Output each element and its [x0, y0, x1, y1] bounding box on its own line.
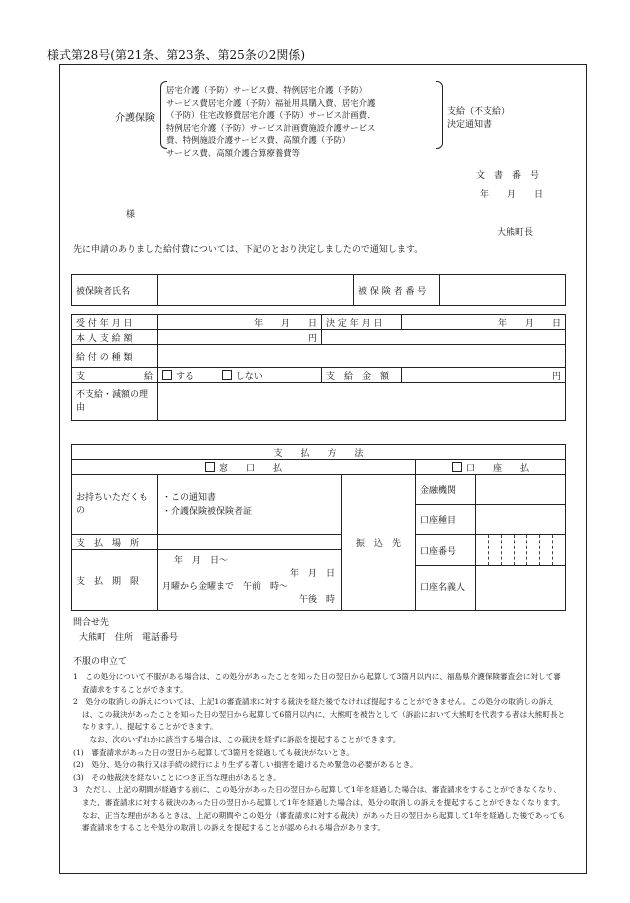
intro-text: 先に申請のありました給付費については、下記のとおり決定しましたので通知します。 [73, 245, 424, 255]
appeal-paragraph-3: 3 ただし、上記の期間が経過する前に、この処分があった日の翌日から起算して1年を経過した場合は、審査請求をすることができなくなり、また、審査請求に対する裁決のあった日の翌日から起算して1年を経過した場合は、処分の取消しの訴えを提起することができなくなります。なお、正当な理由があるときは、上記の期間やこの処分（審査請求に対する裁決）があった日の翌日から起算して1年を経過した後であっても審査請求をすることや処分の取消しの訴えを提起することが認められる場合があります。 [73, 785, 566, 833]
document-number: 文 書 番 号 [476, 171, 540, 181]
self-pay-field[interactable]: 円 [158, 330, 322, 345]
pay-yes-checkbox[interactable] [162, 370, 172, 380]
window-checkbox[interactable] [205, 462, 215, 472]
payment-method-heading: 支 払 方 法 [72, 445, 566, 460]
window-payment-option: 窓 口 払 [72, 460, 416, 475]
transfer-checkbox[interactable] [452, 462, 462, 472]
appeal-item-2: (2) 処分、処分の執行又は手続の続行により生ずる著しい損害を避けるため緊急の必要があるとき。 [73, 760, 418, 770]
appeal-paragraph-2: 2 処分の取消しの訴えについては、上記1の審査請求に対する裁決を経た後でなければ提起することができません。この処分の取消しの訴えは、この裁決があったことを知った日の翌日から起算して6箇月以内に、大熊町を被告として（訴訟において大熊町を代表する者は大熊町長となります。）、提起することができます。 [73, 697, 566, 732]
issue-date: 年 月 日 [480, 190, 544, 200]
transfer-payment-option: 口 座 払 [416, 460, 566, 475]
account-holder-field[interactable] [476, 566, 566, 611]
non-payment-field[interactable] [158, 383, 566, 421]
bring-items-label: お持ちいただくもの [72, 475, 158, 535]
payment-place-field[interactable] [158, 535, 342, 550]
payment-place-label: 支 払 場 所 [72, 535, 158, 550]
appeal-notes [73, 671, 568, 835]
appeal-paragraph-note: なお、次のいずれかに該当する場合は、この裁決を経ずに訴訟を提起することができます。 [82, 734, 401, 744]
insured-name-label: 被保険者氏名 [72, 275, 158, 306]
bring-items-list: ・この通知書 ・介護保険被保険者証 [158, 475, 342, 535]
amount-label: 支 給 金 額 [322, 368, 402, 383]
account-type-field[interactable] [476, 505, 566, 535]
benefit-type-field[interactable] [158, 345, 566, 368]
insured-table [71, 274, 566, 306]
receipt-date-field[interactable]: 年 月 日 [158, 315, 322, 330]
non-payment-label: 不支給・減額の理由 [72, 383, 158, 421]
payment-label: 支 給 [72, 368, 158, 383]
issuer-name: 大熊町長 [497, 228, 534, 238]
payment-options: する しない [158, 368, 322, 383]
account-holder-label: 口座名義人 [416, 566, 476, 611]
payment-period-label: 支 払 期 限 [72, 550, 158, 611]
benefit-types-text: 居宅介護（予防）サービス費、特例居宅介護（予防） サービス費居宅介護（予防）福祉用具購入費、居宅介護 （予防）住宅改修費居宅介護（予防）サービス計画費、 特例居宅介護（予防）サービス計画費施設介護サービス 費、特例施設介護サービス費、高額介護（予防） サービス費、高額介護合算療養費等 [166, 85, 376, 158]
notice-title: 支給（不支給） 決定通知書 [447, 107, 511, 130]
insured-number-field[interactable] [440, 275, 566, 306]
details-table [71, 314, 566, 421]
appeal-item-1: (1) 審査請求があった日の翌日から起算して3箇月を経過しても裁決がないとき。 [73, 747, 354, 757]
self-pay-label: 本 人 支 給 額 [72, 330, 158, 345]
appeal-item-3: (3) その他裁決を経ないことにつき正当な理由があるとき。 [73, 772, 281, 782]
decision-date-label: 決 定 年 月 日 [322, 315, 402, 330]
insured-name-field[interactable] [158, 275, 354, 306]
pay-no-checkbox[interactable] [222, 370, 232, 380]
account-type-label: 口座種目 [416, 505, 476, 535]
appeal-paragraph-1: 1 この処分について不服がある場合は、この処分があったことを知った日の翌日から起算して3箇月以内に、福島県介護保険審査会に対して審査請求をすることができます。 [73, 672, 561, 694]
payment-method-table [71, 444, 566, 611]
bank-label: 金融機関 [416, 475, 476, 505]
insurance-label: 介護保険 [115, 113, 155, 124]
account-number-label: 口座番号 [416, 535, 476, 566]
receipt-date-label: 受 付 年 月 日 [72, 315, 158, 330]
transfer-destination-label: 振 込 先 [342, 475, 416, 611]
right-bracket [436, 81, 443, 149]
benefit-type-label: 給 付 の 種 類 [72, 345, 158, 368]
form-title: 様式第28号(第21条、第23条、第25条の2関係) [47, 48, 306, 62]
insured-number-label: 被 保 険 者 番 号 [354, 275, 440, 306]
self-pay-blank [322, 330, 566, 345]
amount-field[interactable]: 円 [402, 368, 566, 383]
account-number-field[interactable] [476, 535, 566, 566]
contact-line: 大熊町 住所 電話番号 [79, 633, 179, 643]
appeal-heading: 不服の申立て [73, 657, 128, 667]
addressee-suffix: 様 [126, 210, 136, 220]
contact-heading: 問合せ先 [73, 618, 110, 628]
decision-date-field[interactable]: 年 月 日 [402, 315, 566, 330]
bank-field[interactable] [476, 475, 566, 505]
payment-period-field[interactable]: 年 月 日〜 年 月 日 月曜から金曜まで 午前 時〜 午後 時 [158, 550, 342, 611]
